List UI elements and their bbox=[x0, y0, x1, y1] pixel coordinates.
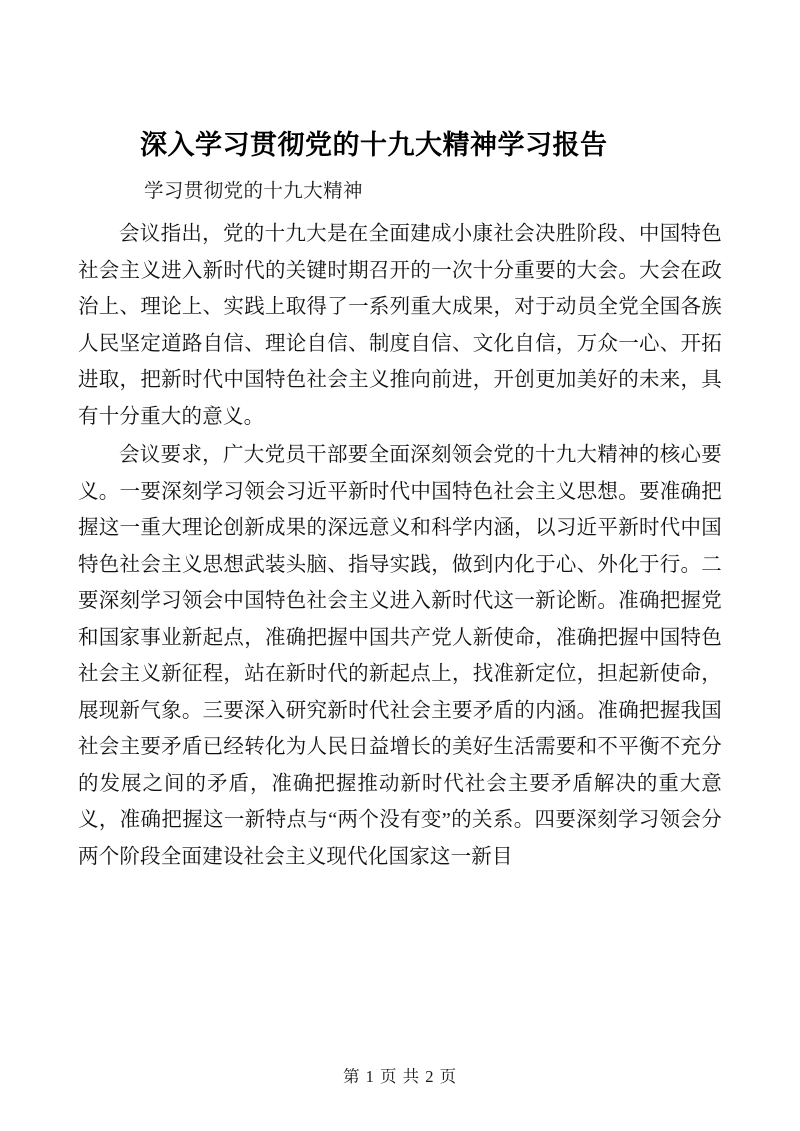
document-subtitle: 学习贯彻党的十九大精神 bbox=[144, 181, 363, 203]
body-paragraph-1: 会议指出，党的十九大是在全面建成小康社会决胜阶段、中国特色社会主义进入新时代的关键时期召开的一次十分重要的大会。大会在政治上、理论上、实践上取得了一系列重大成果，对于动员全党全国各族人民坚定道路自信、理论自信、制度自信、文化自信，万众一心、开拓进取，把新时代中国特色社会主义推向前进，开创更加美好的未来，具有十分重大的意义。 bbox=[78, 223, 722, 428]
page-footer: 第 1 页 共 2 页 bbox=[342, 1067, 458, 1086]
page-title: 深入学习贯彻党的十九大精神学习报告 bbox=[140, 130, 608, 160]
body-paragraph-2: 会议要求，广大党员干部要全面深刻领会党的十九大精神的核心要义。一要深刻学习领会习近平新时代中国特色社会主义思想。要准确把握这一重大理论创新成果的深远意义和科学内涵，以习近平新时代中国特色社会主义思想武装头脑、指导实践，做到内化于心、外化于行。二要深刻学习领会中国特色社会主义进入新时代这一新论断。准确把握党和国家事业新起点，准确把握中国共产党人新使命，准确把握中国特色社会主义新征程，站在新时代的新起点上，找准新定位，担起新使命，展现新气象。三要深入研究新时代社会主要矛盾的内涵。准确把握我国社会主要矛盾已经转化为人民日益增长的美好生活需要和不平衡不充分的发展之间的矛盾，准确把握推动新时代社会主要矛盾解决的重大意义，准确把握这一新特点与“两个没有变”的关系。四要深刻学习领会分两个阶段全面建设社会主义现代化国家这一新目 bbox=[78, 444, 722, 868]
